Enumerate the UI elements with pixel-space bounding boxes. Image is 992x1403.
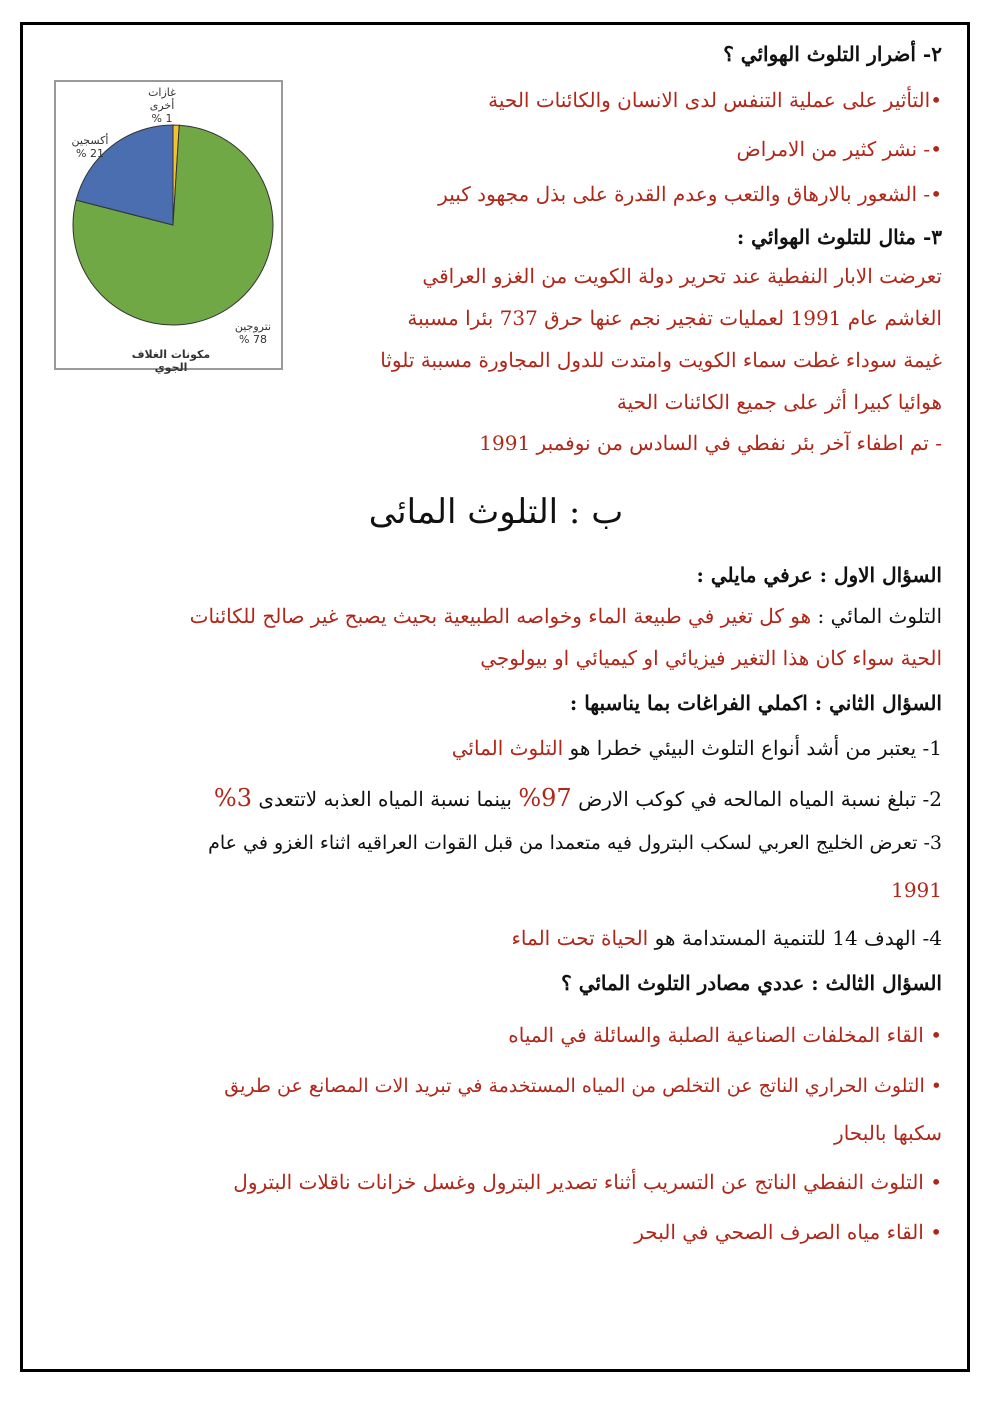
air-harm-item: •- نشر كثير من الامراض [736, 137, 942, 161]
air-example-line: الغاشم عام 1991 لعمليات تفجير نجم عنها حرق 737 بئرا مسببة [407, 306, 942, 330]
air-example-heading: ٣- مثال للتلوث الهوائي : [736, 225, 942, 249]
oxygen-label: أكسجين 21 % [71, 134, 109, 161]
q3-heading: السؤال الثالث : عددي مصادر التلوث المائي ؟ [561, 971, 942, 995]
atmosphere-pie-chart [54, 80, 283, 375]
q1-definition-line-2: الحية سواء كان هذا التغير فيزيائي او كيميائي او بيولوجي [480, 646, 942, 670]
q2-item-answer: 97% [518, 784, 572, 812]
q1-definition: هو كل تغير في طبيعة الماء وخواصه الطبيعية بحيث يصبح غير صالح للكائنات [189, 604, 812, 628]
q1-heading: السؤال الاول : عرفي مايلي : [696, 563, 942, 587]
other-gases-label: غازات أخرى 1 % [148, 86, 176, 126]
q2-item-text: 2- تبلغ نسبة المياه المالحه في كوكب الارض [578, 787, 942, 811]
q3-item: • التلوث الحراري الناتج عن التخلص من المياه المستخدمة في تبريد الات المصانع عن طريق [224, 1075, 942, 1097]
air-example-line: تعرضت الابار النفطية عند تحرير دولة الكويت من الغزو العراقي [422, 264, 942, 288]
air-example-line: - تم اطفاء آخر بئر نفطي في السادس من نوفمبر 1991 [479, 431, 942, 455]
q3-item: • القاء المخلفات الصناعية الصلبة والسائلة في المياه [508, 1023, 942, 1047]
air-harm-item: •- الشعور بالارهاق والتعب وعدم القدرة على بذل مجهود كبير [438, 182, 942, 206]
q2-item-3-answer: 1991 [891, 878, 942, 902]
q2-item-3: 3- تعرض الخليج العربي لسكب البترول فيه متعمدا من قبل القوات العراقيه اثناء الغزو في عام [208, 832, 942, 854]
q1-definition-line-1 [190, 604, 942, 628]
section-b-title: ب : التلوث المائى [368, 492, 624, 532]
q2-item-answer: 3% [213, 784, 253, 812]
q3-item: • التلوث النفطي الناتج عن التسريب أثناء تصدير البترول وغسل خزانات ناقلات البترول [233, 1170, 942, 1194]
q2-item-answer: التلوث المائي [451, 736, 564, 760]
chart-title: مكونات الغلاف الجوي [131, 348, 211, 375]
q2-heading: السؤال الثاني : اكملي الفراغات بما يناسبها : [569, 691, 942, 715]
q2-item-text: 1- يعتبر من أشد أنواع التلوث البيئي خطرا هو [569, 736, 942, 760]
q3-item: • القاء مياه الصرف الصحي في البحر [634, 1220, 942, 1244]
q1-term: التلوث المائي : [817, 604, 942, 628]
air-example-line: غيمة سوداء غطت سماء الكويت وامتدت للدول المجاورة مسببة تلوثا [380, 348, 942, 372]
q2-item-1 [452, 736, 942, 760]
air-example-line: هوائيا كبيرا أثر على جميع الكائنات الحية [616, 390, 942, 414]
q2-item-4 [512, 926, 942, 950]
q2-item-2 [214, 784, 942, 813]
q3-item: سكبها بالبحار [834, 1121, 942, 1145]
q2-item-answer: الحياة تحت الماء [511, 926, 649, 950]
air-harm-item: •التأثير على عملية التنفس لدى الانسان والكائنات الحية [488, 88, 942, 112]
nitrogen-label: نتروجين 78 % [234, 320, 272, 347]
q2-item-text: بينما نسبة المياه العذبه لاتتعدى [258, 787, 512, 811]
air-harms-heading: ٢- أضرار التلوث الهوائي ؟ [723, 42, 942, 66]
q2-item-text: 4- الهدف 14 للتنمية المستدامة هو [654, 926, 942, 950]
